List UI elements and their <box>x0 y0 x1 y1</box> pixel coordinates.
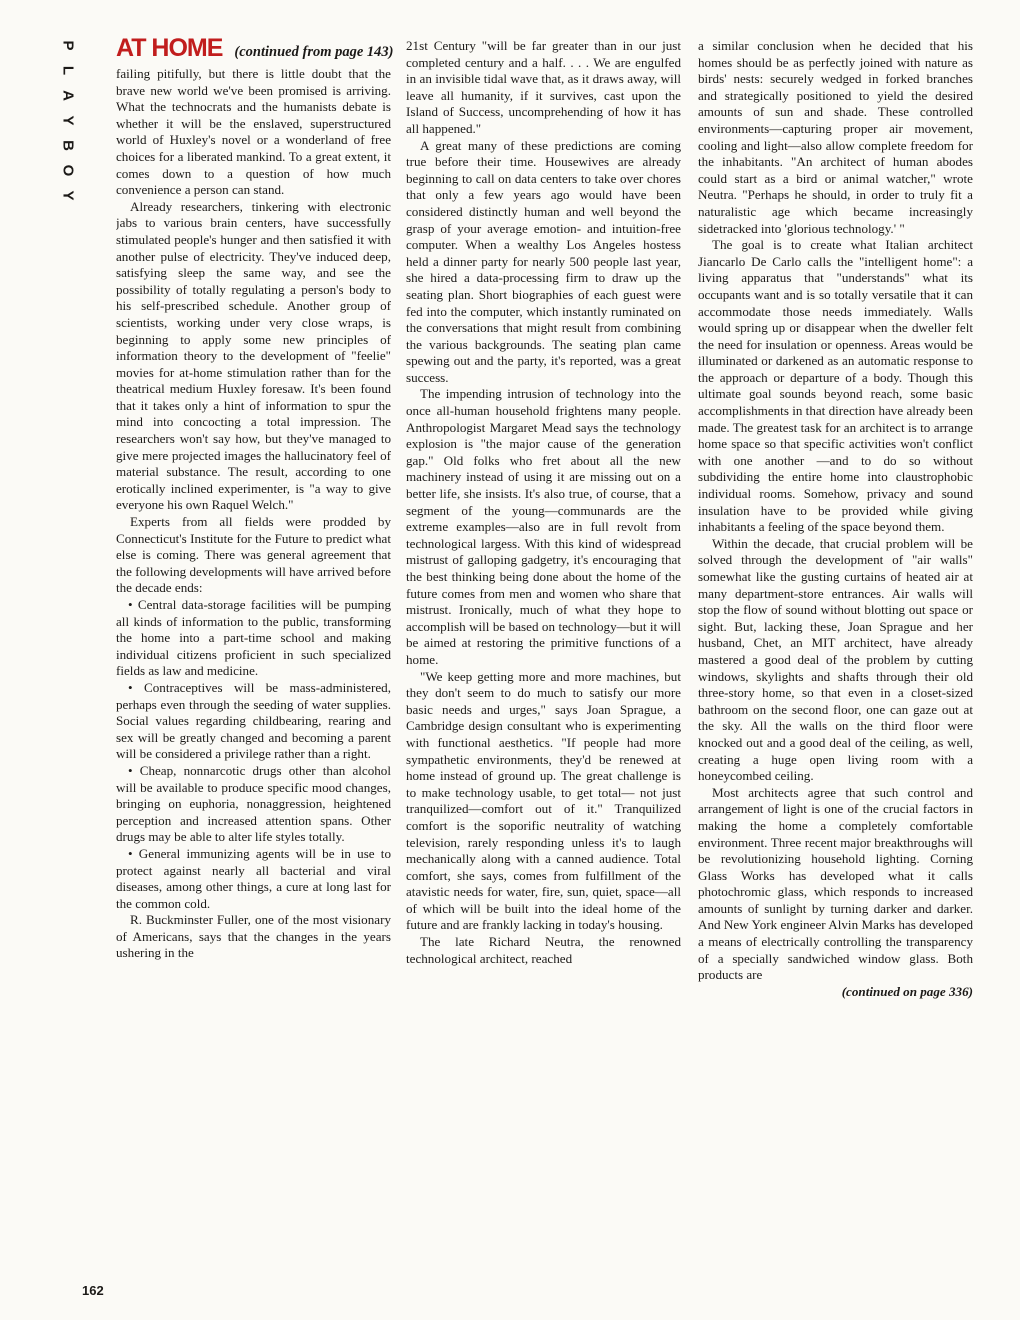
paragraph: "We keep getting more and more machines, but they don't seem to do much to satisfy our more basic needs and urges," says Joan Sprague, a Cambridge design consultant who is experimenting with functional aesthetics. "If people had more sympathetic environments, they'd be renewed at home instead of ground up. The great challenge is to make technology usable, to get total— not just tranquilized—comfort out of it." Tranquilized comfort is the soporific neutrality of watching television, rarely responding unless it's to laugh mechanically along with a canned audience. Total comfort, she says, comes from fulfillment of the atavistic needs for water, fire, sun, quiet, space—all of which will be built into the ideal home of the future and are frankly lacking in today's housing. <box>406 668 681 933</box>
vertical-letter: P <box>59 40 77 51</box>
vertical-letter: A <box>59 90 77 101</box>
vertical-letter: Y <box>59 190 77 201</box>
text-column-2 <box>406 38 681 1298</box>
paragraph: Experts from all fields were prodded by Connecticut's Institute for the Future to predict what else is coming. There was general agreement that the following developments will have arrived before the decade ends: <box>116 514 391 596</box>
magazine-vertical-label <box>56 38 80 213</box>
paragraph: The late Richard Neutra, the renowned technological architect, reached <box>406 934 681 966</box>
paragraph: • General immunizing agents will be in use to protect against nearly all bacterial and viral diseases, among other things, a cure at long last for the common cold. <box>116 845 391 911</box>
article-heading <box>116 34 394 64</box>
text-column-3 <box>698 38 973 1304</box>
vertical-letter: B <box>59 140 77 151</box>
paragraph: 21st Century "will be far greater than in our just completed century and a half. . . . We are engulfed in an invisible tidal wave that, as it draws away, will leave all humanity, if it survives, cast upon the Island of Success, uncomprehending of how it has all happened." <box>406 38 681 136</box>
paragraph: A great many of these predictions are coming true before their time. Housewives are already beginning to call on data centers to take over chores that only a few years ago would have been considered distinctly human and well beyond the grasp of your average emotion- and intuition-free computer. When a wealthy Los Angeles hostess held a dinner party for nearly 500 people last year, she hired a data-processing firm to draw up the seating plan. Short biographies of each guest were fed into the computer, which instantly ruminated on the conversations that might result from combining the various backgrounds. The seating plan came spewing out and the party, it's reported, was a great success. <box>406 137 681 385</box>
paragraph: Most architects agree that such control and arrangement of light is one of the crucial factors in making the home a completely comfortable environment. Three recent major breakthroughs will be revolutionizing household lighting. Corning Glass Works has developed what it calls photochromic glass, which responds to increased amounts of sunlight by turning darker and darker. And New York engineer Alvin Marks has developed a means of electrically controlling the transparency of a specially sandwiched window glass. Both products are <box>698 784 973 983</box>
paragraph: • Contraceptives will be mass-administered, perhaps even through the seeding of water supplies. Social values regarding childbearing, rearing and sex will be greatly changed and becoming a parent will be considered a privilege rather than a right. <box>116 679 391 762</box>
paragraph: failing pitifully, but there is little doubt that the brave new world we've been promised is arriving. What the technocrats and the humanists debate is whether it will be the enslaved, superstructured world of Huxley's novel or a wonderland of free choices for a liberated mankind. To a great extent, it comes down to a question of how much convenience a person can stand. <box>116 66 391 198</box>
paragraph: Already researchers, tinkering with electronic jabs to various brain centers, have successfully stimulated people's hunger and then satisfied it with another pulse of electricity. They've induced deep, satisfying sleep the same way, and see the possibility of totally regulating a person's body to his self-prescribed schedule. Another group of scientists, working under very close wraps, is beginning to apply some new principles of information theory to the development of "feelie" movies for at-home stimulation rather than for the theatrical medium Huxley foresaw. It's been found that it takes only a hint of information to spur the mind into concocting a total impression. The researchers won't say how, but they've managed to give mere projected images the hallucinatory feel of material substance. The result, according to one erotically inclined experimenter, is "a way to give everyone his own Raquel Welch." <box>116 198 391 513</box>
paragraph: Within the decade, that crucial problem will be solved through the development of "air walls" somewhat like the gusting curtains of heated air at many department-store entrances. Air walls will stop the flow of sound without blotting out space or sight. But, lacking these, Joan Sprague and her husband, Chet, an MIT architect, have already mastered a good deal of the problem by cutting windows, skylights and shafts through their old three-story home, so that even in a closet-sized bathroom on the second floor, one can gaze out at the sky. All the walls on the third floor were knocked out and a good deal of the ceiling, as well, creating a huge open living room with a honeycombed ceiling. <box>698 535 973 784</box>
paragraph: The goal is to create what Italian architect Jiancarlo De Carlo calls the "intelligent home": a living apparatus that "understands" what its occupants want and is so totally versatile that it can accommodate those needs immediately. Walls would spring up or disappear when the dweller felt the need for insulation or openness. Areas would be illuminated or darkened as an automatic response to the approach or departure of a body. Though this ultimate goal sounds beyond reach, some basic accomplishments in that direction have already been made. The greatest task for an architect is to arrange home space so that specific activities won't conflict with one another —and to do so without subdividing the entire home into claustrophobic individual rooms. Somehow, privacy and sound insulation have to be provided while giving inhabitants a feeling of the space beyond them. <box>698 237 973 535</box>
paragraph: The impending intrusion of technology into the once all-human household frightens many people. Anthropologist Margaret Mead says the technology explosion is "the major cause of the generation gap." Old folks who fret about all the new machinery instead of using it are missing out on a better life, she insists. It's also true, of course, that a segment of the young—communards are the extreme examples—also are in full revolt from technological largess. With this kind of widespread mistrust of galloping gadgetry, it's encouraging that the best thinking being done about the home of the future comes from men and women who share that mistrust. Ironically, much of what they hope to accomplish will be based on technology—but it will be aimed at restoring the primitive functions of a home. <box>406 386 681 667</box>
continued-from-note: (continued from page 143) <box>234 44 394 60</box>
page-number: 162 <box>82 1283 104 1298</box>
vertical-letter: O <box>59 164 77 177</box>
paragraph: • Cheap, nonnarcotic drugs other than alcohol will be available to produce specific mood changes, bringing on euphoria, nonaggression, heightened perception and increased attention spans. Other drugs may be able to alter life styles totally. <box>116 762 391 845</box>
paragraph: • Central data-storage facilities will be pumping all kinds of information to the public, transforming the home into a part-time school and making individual citizens proficient in such specialized fields as law and medicine. <box>116 597 391 679</box>
text-column-1 <box>116 66 391 1298</box>
paragraph: R. Buckminster Fuller, one of the most visionary of Americans, says that the changes in the years ushering in the <box>116 912 391 961</box>
vertical-letter: Y <box>59 115 77 126</box>
section-title: AT HOME <box>116 34 223 62</box>
continued-on-note: (continued on page 336) <box>841 983 973 999</box>
vertical-letter: L <box>59 65 77 76</box>
paragraph: a similar conclusion when he decided that his homes should be as perfectly joined with nature as birds' nests: securely wedged in forked branches and strategically positioned to yield the desired amounts of sun and shade. These controlled environments—capturing proper air movement, cooling and light—also allow complete freedom for the inhabitants. "An architect of human abodes could start as a bird or animal watcher," wrote Neutra. "Perhaps he should, in order to truly fit a naturalistic age which became increasingly sidetracked into 'glorious technology.' " <box>698 38 973 236</box>
